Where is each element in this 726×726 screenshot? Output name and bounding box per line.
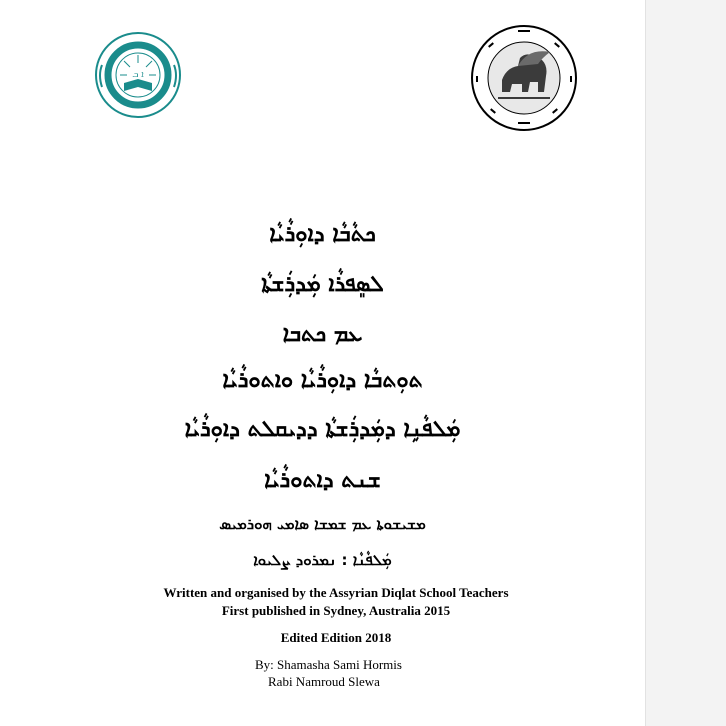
syriac-title-line-4: ܬܘܼܬܒܵܐ ܕܐܘܼܪܵܝܵܐ ܘܐܬܘܪܵܝܵܐ (222, 368, 423, 393)
edition-line: Edited Edition 2018 (280, 630, 392, 645)
written-by-line: Written and organised by the Assyrian Diqlat School Teachers (163, 585, 509, 600)
syriac-title-line-5: ܡܲܠܦܵܢܹܐ ܕܡܲܕܪܲܫܬܵܐ ܕܕܝܩܠܬ ܕܐܘܼܪܵܝܵܐ (184, 417, 461, 442)
syriac-title-line-2: ܠܣܸܦܪܵܐ ܡܲܕܪܲܫܬܵܐ (261, 272, 384, 297)
syriac-title-line-1: ܟܬܵܒܵܐ ܕܐܘܼܪܵܝܵܐ (269, 222, 376, 247)
viewer-gutter (645, 0, 726, 726)
syriac-author-line: ܡܫܝܫܘܬܐ ܥܡ ܫܡܫܐ ܣܐܡܝ ܗܘܪܡܝܣ (219, 515, 426, 533)
credit-author: By: Shamasha Sami Hormis (255, 657, 402, 672)
syriac-teacher-line: ܡܲܠܦܵܢܵܐ : ܢܡܪܘܕ ܨܠܝܘܐ (253, 551, 392, 569)
syriac-title-line-6: ܫܢܬ ܕܐܬܘܪܵܝܵܐ (264, 468, 381, 493)
credit-coauthor: Rabi Namroud Slewa (268, 674, 380, 689)
assyrian-diqlat-school-logo (92, 25, 184, 125)
syriac-title-line-3: ܥܡ ܟܬܒܐ (282, 322, 363, 347)
published-line: First published in Sydney, Australia 2015 (221, 603, 451, 618)
assyrian-australian-association-logo (468, 22, 580, 134)
svg-text:ܐ ܒ: ܐ ܒ (132, 70, 144, 80)
